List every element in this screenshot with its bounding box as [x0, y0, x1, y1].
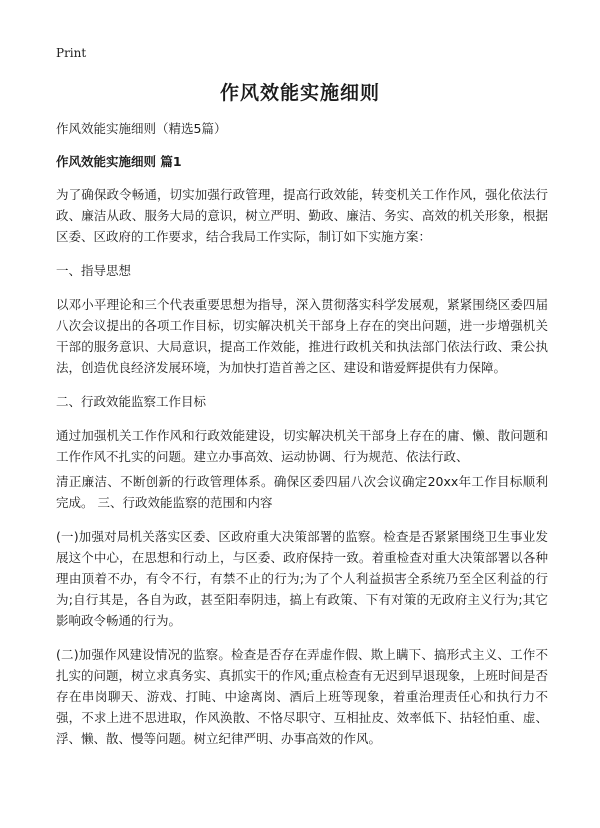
scope-item-2-paragraph: (二)加强作风建设情况的监察。检查是否存在弄虚作假、欺上瞒下、搞形式主义、工作不扎实的问题，树立求真务实、真抓实干的作风;重点检查有无迟到早退现象，上班时间是否存在串岗聊天、游戏、打盹、中途离岗、酒后上班等现象，着重治理责任心和执行力不强，不求上进不思进取，作风涣散、不恪尽职守、互相扯皮、效率低下、拈轻怕重、虚、浮、懒、散、慢等问题。树立纪律严明、办事高效的作风。: [56, 647, 548, 746]
article-heading: 作风效能实施细则 篇1: [56, 154, 182, 169]
supervision-goals-paragraph: 通过加强机关工作作风和行政效能建设，切实解决机关干部身上存在的庸、懒、散问题和工作作风不扎实的问题。建立办事高效、运动协调、行为规范、依法行政、: [56, 428, 548, 464]
document-title: 作风效能实施细则: [219, 82, 380, 104]
section-heading-guiding-ideology: 一、指导思想: [56, 263, 132, 278]
intro-paragraph: 为了确保政令畅通，切实加强行政管理，提高行政效能，转变机关工作作风，强化依法行政、廉洁从政、服务大局的意识，树立严明、勤政、廉洁、务实、高效的机关形象，根据区委、区政府的工作要求，结合我局工作实际，制订如下实施方案：: [56, 187, 548, 244]
scope-item-1-paragraph: (一)加强对局机关落实区委、区政府重大决策部署的监察。检查是否紧紧围绕卫生事业发展这个中心，在思想和行动上，与区委、政府保持一致。着重检查对重大决策部署以各种理由顶着不办，有令不行，有禁不止的行为;为了个人利益损害全系统乃至全区利益的行为;自行其是，各自为政，甚至阳奉阴违，搞上有政策、下有对策的无政府主义行为;其它影响政令畅通的行为。: [56, 529, 548, 628]
print-link[interactable]: Print: [56, 46, 87, 60]
document-body: [56, 118, 548, 762]
supervision-goals-paragraph-continued: 清正廉洁、不断创新的行政管理体系。确保区委四届八次会议确定20xx年工作目标顺利完成。 三、行政效能监察的范围和内容: [56, 474, 548, 510]
document-subtitle: 作风效能实施细则（精选5篇）: [56, 121, 227, 136]
guiding-ideology-paragraph: 以邓小平理论和三个代表重要思想为指导，深入贯彻落实科学发展观，紧紧围绕区委四届八次会议提出的各项工作目标，切实解决机关干部身上存在的突出问题，进一步增强机关干部的服务意识、大局意识，提高工作效能，推进行政机关和执法部门依法行政、秉公执法，创造优良经济发展环境，为加快打造首善之区、建设和谐爱辉提供有力保障。: [56, 297, 548, 375]
section-heading-supervision-goals: 二、行政效能监察工作目标: [56, 394, 207, 409]
